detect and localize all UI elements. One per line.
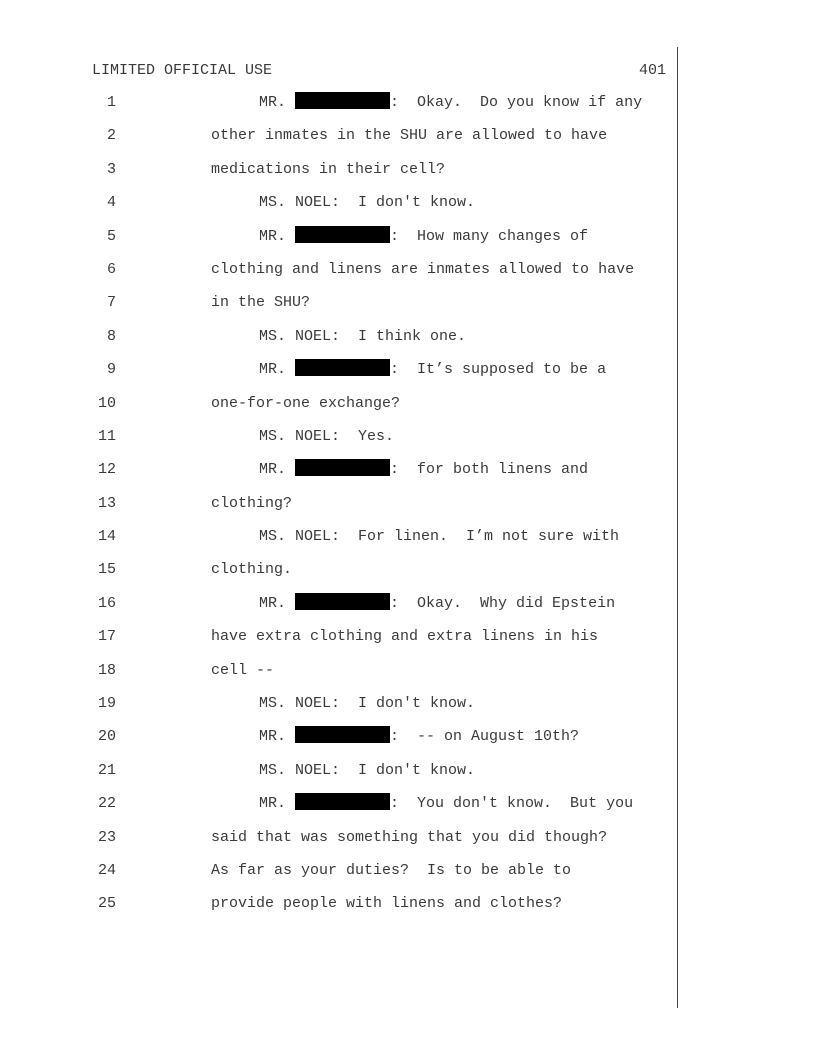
redaction-box xyxy=(295,359,390,376)
line-number: 13 xyxy=(97,494,116,512)
transcript-line xyxy=(0,426,676,459)
line-body: MS. NOEL: I don't know. xyxy=(259,194,476,212)
line-body: : You don't know. But you xyxy=(390,795,634,813)
speaker-label: MR. xyxy=(259,227,287,245)
line-number: 11 xyxy=(97,427,116,445)
transcript-line xyxy=(0,125,676,158)
transcript-body xyxy=(0,92,676,927)
line-number: 4 xyxy=(106,194,116,212)
line-number: 12 xyxy=(97,461,116,479)
transcript-line xyxy=(0,693,676,726)
line-text xyxy=(211,159,445,181)
line-text xyxy=(259,693,475,715)
line-text xyxy=(259,726,579,748)
line-text xyxy=(211,292,310,314)
line-number: 15 xyxy=(97,561,116,579)
line-number: 6 xyxy=(106,260,116,278)
transcript-line xyxy=(0,726,676,759)
speaker-label: MR. xyxy=(259,728,287,746)
transcript-line xyxy=(0,593,676,626)
transcript-line xyxy=(0,626,676,659)
transcript-line xyxy=(0,192,676,225)
line-body: said that was something that you did though? xyxy=(211,828,608,846)
line-body: As far as your duties? Is to be able to xyxy=(211,861,572,879)
line-number: 23 xyxy=(97,828,116,846)
redaction-box xyxy=(295,726,390,743)
transcript-line xyxy=(0,860,676,893)
redaction-box xyxy=(295,226,390,243)
line-body: clothing and linens are inmates allowed to have xyxy=(211,260,635,278)
line-body: in the SHU? xyxy=(211,294,311,312)
redaction-box xyxy=(295,793,390,810)
line-text xyxy=(211,626,598,648)
line-text xyxy=(211,259,634,281)
line-text xyxy=(211,125,607,147)
line-number: 20 xyxy=(97,728,116,746)
line-body: MS. NOEL: I think one. xyxy=(259,327,467,345)
transcript-line xyxy=(0,359,676,392)
line-body: : How many changes of xyxy=(390,227,589,245)
line-number: 18 xyxy=(97,661,116,679)
line-number: 3 xyxy=(106,160,116,178)
line-body: MS. NOEL: Yes. xyxy=(259,427,395,445)
line-number: 19 xyxy=(97,695,116,713)
transcript-line xyxy=(0,893,676,926)
line-number: 7 xyxy=(106,294,116,312)
transcript-line xyxy=(0,526,676,559)
line-text xyxy=(211,660,274,682)
speaker-label: MR. xyxy=(259,594,287,612)
transcript-line xyxy=(0,660,676,693)
transcript-line xyxy=(0,92,676,125)
line-text xyxy=(259,326,466,348)
line-number: 1 xyxy=(106,94,116,111)
redaction-box xyxy=(295,593,390,610)
line-text xyxy=(259,426,394,448)
line-text xyxy=(259,459,588,481)
line-text xyxy=(259,192,475,214)
speaker-label: MR. xyxy=(259,94,287,111)
transcript-line xyxy=(0,493,676,526)
line-number: 14 xyxy=(97,528,116,546)
line-number: 16 xyxy=(97,594,116,612)
line-text xyxy=(211,860,571,882)
line-body: clothing. xyxy=(211,561,293,579)
line-body: medications in their cell? xyxy=(211,160,446,178)
transcript-line xyxy=(0,827,676,860)
line-body: one-for-one exchange? xyxy=(211,394,401,412)
line-text xyxy=(259,593,615,615)
transcript-line xyxy=(0,259,676,292)
transcript-line xyxy=(0,559,676,592)
line-text xyxy=(259,359,606,381)
line-number: 9 xyxy=(106,361,116,379)
speaker-label: MR. xyxy=(259,361,287,379)
line-body: : for both linens and xyxy=(390,461,589,479)
line-text xyxy=(211,393,400,415)
line-body: clothing? xyxy=(211,494,293,512)
line-body: : Okay. Why did Epstein xyxy=(390,594,616,612)
line-text xyxy=(211,493,292,515)
line-body: : Okay. Do you know if any xyxy=(390,94,643,111)
line-text xyxy=(259,526,619,548)
line-number: 10 xyxy=(97,394,116,412)
line-text xyxy=(211,893,562,915)
speaker-label: MR. xyxy=(259,461,287,479)
line-text xyxy=(211,827,607,849)
redaction-box xyxy=(295,92,390,109)
line-body: : It’s supposed to be a xyxy=(390,361,607,379)
line-text xyxy=(259,760,475,782)
line-text xyxy=(211,559,292,581)
line-text xyxy=(259,226,588,248)
transcript-line xyxy=(0,326,676,359)
line-number: 5 xyxy=(106,227,116,245)
line-body: MS. NOEL: I don't know. xyxy=(259,695,476,713)
line-number: 24 xyxy=(97,861,116,879)
line-number: 2 xyxy=(106,127,116,145)
line-number: 8 xyxy=(106,327,116,345)
classification-label: LIMITED OFFICIAL USE xyxy=(92,62,273,79)
transcript-line xyxy=(0,459,676,492)
transcript-line xyxy=(0,292,676,325)
redaction-box xyxy=(295,459,390,476)
transcript-line xyxy=(0,760,676,793)
line-body: have extra clothing and extra linens in his xyxy=(211,628,599,646)
line-body: MS. NOEL: For linen. I’m not sure with xyxy=(259,528,620,546)
page-header xyxy=(92,62,666,80)
transcript-line xyxy=(0,793,676,826)
line-number: 25 xyxy=(97,895,116,913)
line-text xyxy=(259,92,642,114)
line-body: MS. NOEL: I don't know. xyxy=(259,761,476,779)
line-number: 21 xyxy=(97,761,116,779)
transcript-line xyxy=(0,393,676,426)
line-number: 17 xyxy=(97,628,116,646)
transcript-line xyxy=(0,159,676,192)
speaker-label: MR. xyxy=(259,795,287,813)
page-number: 401 xyxy=(638,62,666,79)
line-number: 22 xyxy=(97,795,116,813)
line-body: cell -- xyxy=(211,661,275,679)
line-body: provide people with linens and clothes? xyxy=(211,895,563,913)
line-body: : -- on August 10th? xyxy=(390,728,580,746)
line-text xyxy=(259,793,633,815)
transcript-line xyxy=(0,226,676,259)
right-margin-rule xyxy=(677,47,678,1008)
line-body: other inmates in the SHU are allowed to have xyxy=(211,127,608,145)
